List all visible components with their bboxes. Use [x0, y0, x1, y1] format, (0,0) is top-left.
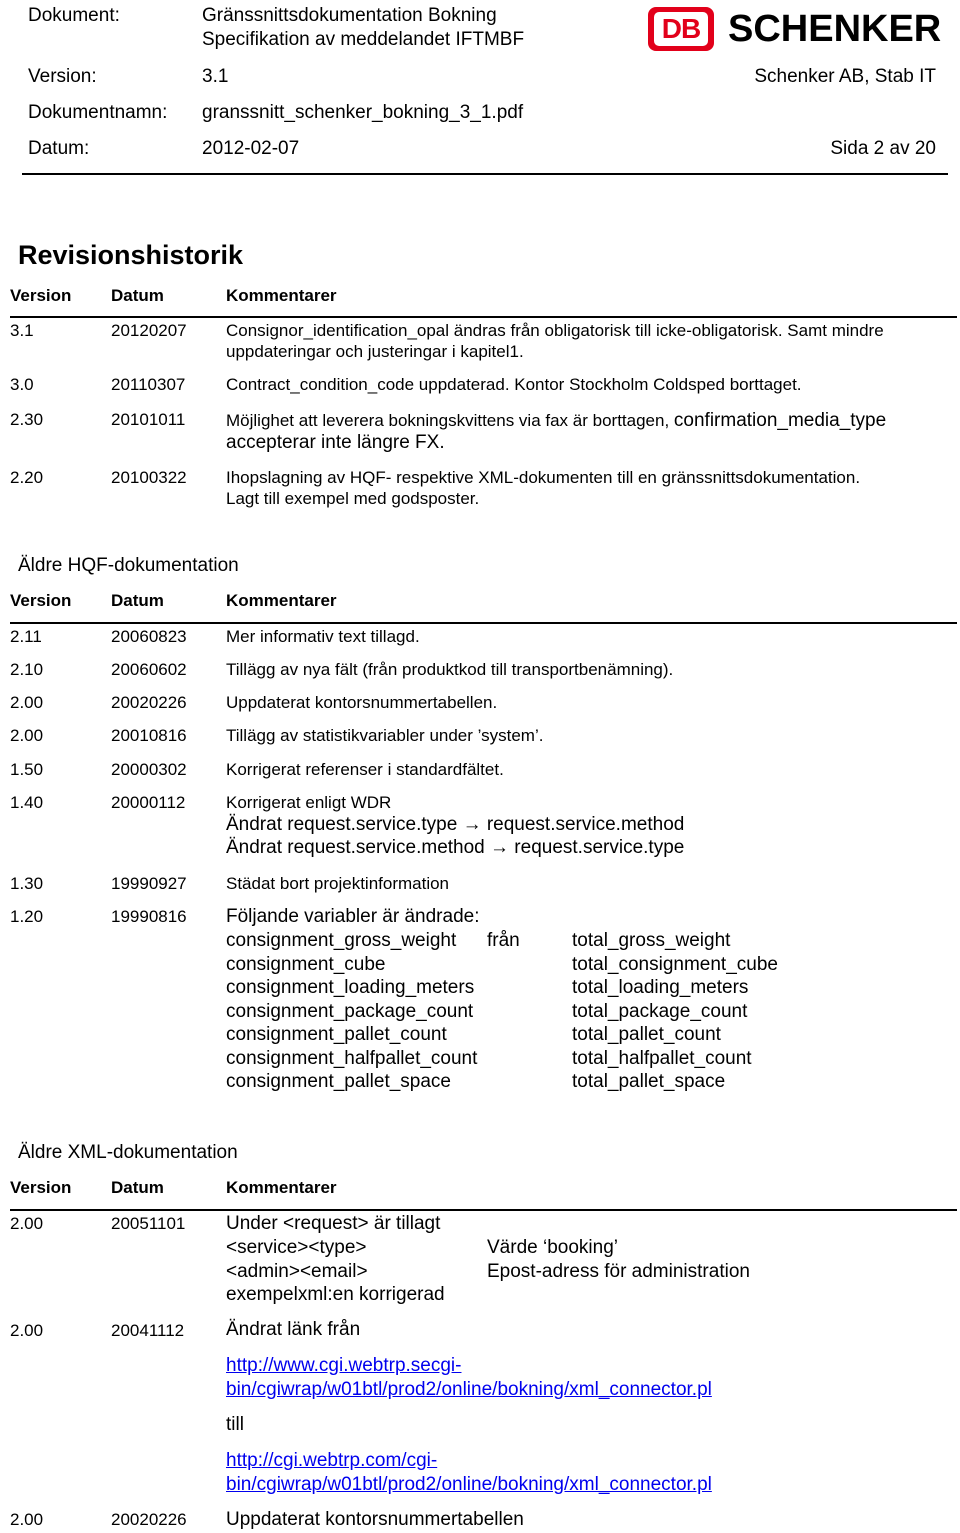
schenker-wordmark: SCHENKER [728, 7, 942, 50]
table-header-rule [10, 622, 957, 624]
old-link-continued[interactable]: bin/cgiwrap/w01btl/prod2/online/bokning/xml_connector.pl [226, 1379, 712, 1400]
hqf-section-title: Äldre HQF-dokumentation [18, 555, 239, 576]
document-title-line2: Specifikation av meddelandet IFTMBF [202, 29, 525, 50]
col-date: Datum [111, 591, 164, 610]
page-title: Revisionshistorik [18, 240, 244, 270]
table-header-rule [10, 1209, 957, 1211]
col-version: Version [10, 1178, 72, 1197]
col-comments: Kommentarer [226, 1178, 337, 1197]
document-title-line1: Gränssnittsdokumentation Bokning [202, 5, 497, 26]
col-date: Datum [111, 286, 164, 305]
col-comments: Kommentarer [226, 591, 337, 610]
date-value: 2012-02-07 [202, 138, 300, 159]
db-schenker-logo [648, 4, 941, 54]
col-date: Datum [111, 1178, 164, 1197]
document-label: Dokument: [28, 5, 120, 26]
table-header-rule [10, 316, 957, 318]
version-label: Version: [28, 66, 97, 87]
col-version: Version [10, 286, 72, 305]
docname-label: Dokumentnamn: [28, 102, 168, 123]
col-comments: Kommentarer [226, 286, 337, 305]
page-number: Sida 2 av 20 [830, 138, 936, 159]
new-link-continued[interactable]: bin/cgiwrap/w01btl/prod2/online/bokning/xml_connector.pl [226, 1474, 712, 1495]
header-divider [22, 173, 948, 175]
xml-section-title: Äldre XML-dokumentation [18, 1142, 238, 1163]
company-name: Schenker AB, Stab IT [754, 66, 936, 87]
new-link[interactable]: http://cgi.webtrp.com/cgi- [226, 1450, 438, 1471]
date-label: Datum: [28, 138, 90, 159]
version-value: 3.1 [202, 66, 229, 87]
old-link[interactable]: http://www.cgi.webtrp.secgi- [226, 1355, 462, 1376]
db-logo-icon: DB [648, 7, 714, 51]
col-version: Version [10, 591, 72, 610]
docname-value: granssnitt_schenker_bokning_3_1.pdf [202, 102, 524, 123]
